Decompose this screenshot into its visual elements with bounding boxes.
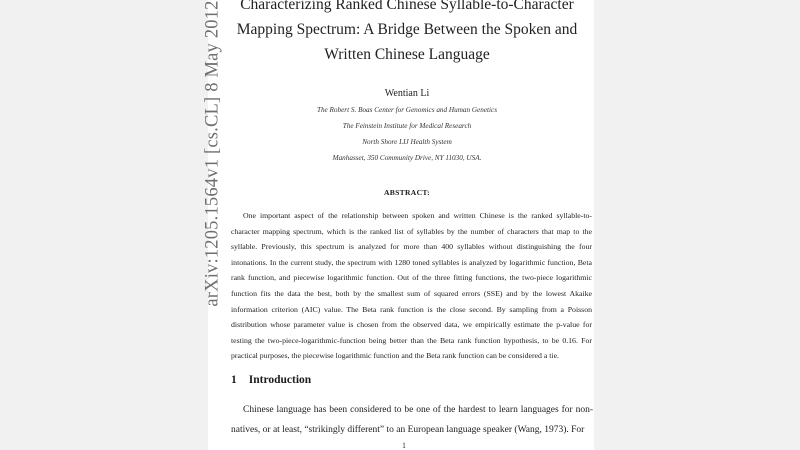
affiliation-line: North Shore LIJ Health System	[362, 138, 452, 146]
arxiv-stamp-text: arXiv:1205.1564v1 [cs.CL] 8 May 2012	[203, 0, 223, 307]
introduction-body: Chinese language has been considered to be one of the hardest to learn languages for non-natives, or at least, “strikingly different” to an European language speaker (Wang, 1973). For	[231, 405, 593, 435]
page-number: 1	[402, 441, 406, 450]
section-heading	[231, 374, 592, 386]
section-title: Introduction	[248, 374, 312, 386]
affiliation-line: The Robert S. Boas Center for Genomics and Human Genetics	[316, 106, 498, 114]
paper-title: Characterizing Ranked Chinese Syllable-to-Character Mapping Spectrum: A Bridge Between the Spoken and Written Chinese Language	[236, 0, 578, 63]
abstract-body: One important aspect of the relationship between spoken and written Chinese is the ranked syllable-to-character mapping spectrum, which is the ranked list of syllables by the number of characters that map to the syllable. Previously, this spectrum is analyzed for more than 400 syllables without distinguishing the four intonations. In the current study, the spectrum with 1280 toned syllables is analyzed by logarithmic function, Beta rank function, and piecewise logarithmic function. Out of the three fitting functions, the two-piece logarithmic function fits the data the best, both by the smallest sum of squared errors (SSE) and by the lowest Akaike information criterion (AIC) value. The Beta rank function is the close second. By sampling from a Poisson distribution whose parameter value is chosen from the observed data, we empirically estimate the p-value for testing the two-piece-logarithmic-function being better than the Beta rank function hypothesis, to be 0.16. For practical purposes, the piecewise logarithmic function and the Beta rank function can be considered a tie.	[231, 211, 592, 361]
abstract-heading: ABSTRACT:	[383, 188, 431, 197]
affiliation-line: The Feinstein Institute for Medical Research	[342, 122, 472, 130]
author-name: Wentian Li	[384, 88, 430, 99]
section-number: 1	[231, 374, 237, 386]
affiliation-line: Manhasset, 350 Community Drive, NY 11030, USA.	[332, 154, 482, 162]
